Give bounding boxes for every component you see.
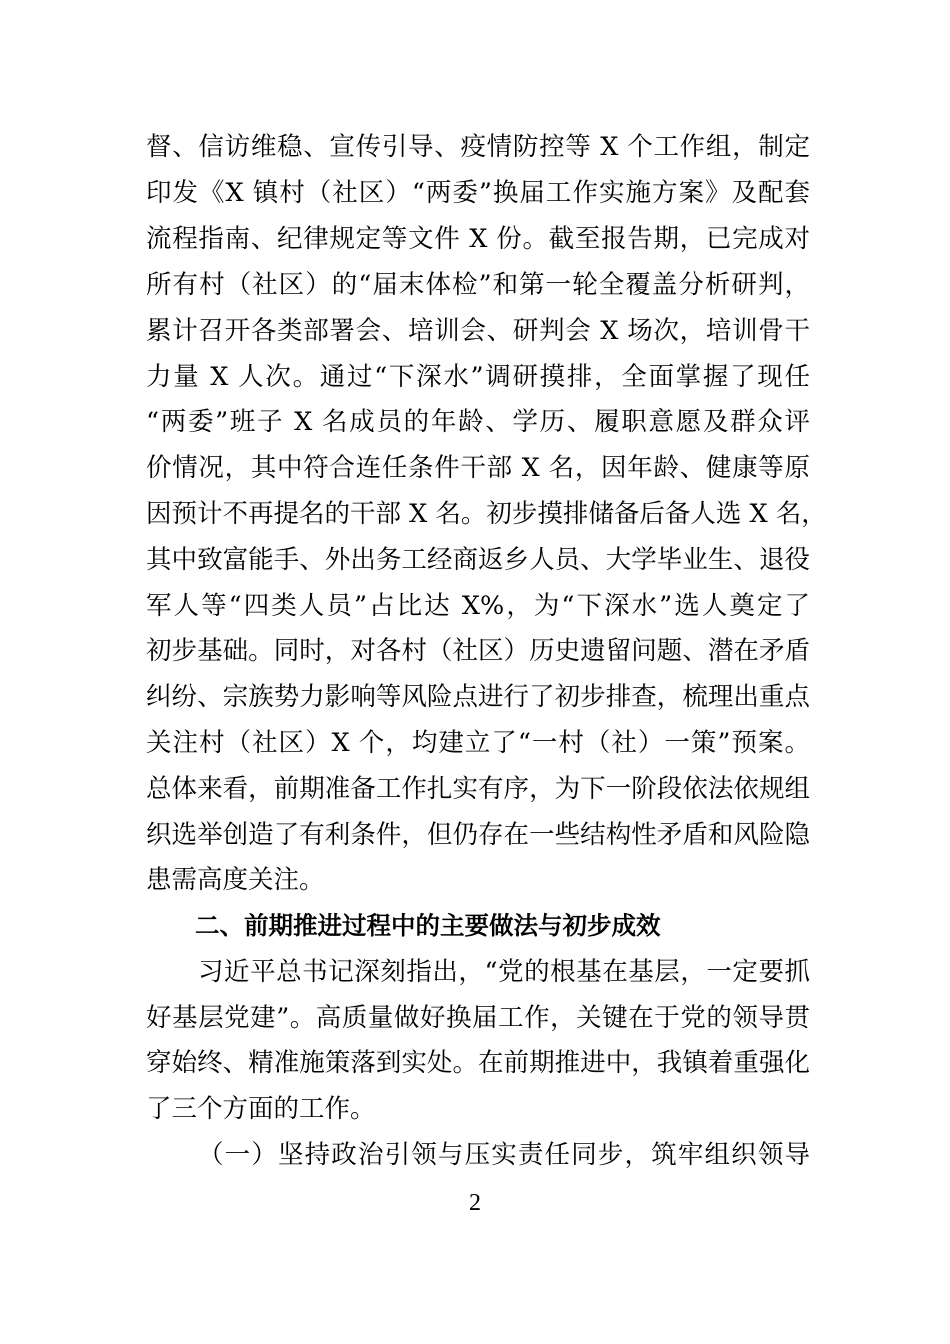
body-line: 纠纷、宗族势力影响等风险点进行了初步排查，梳理出重点 — [146, 682, 810, 712]
body-line: 价情况，其中符合连任条件干部 X 名，因年龄、健康等原 — [146, 453, 810, 483]
body-line: 累计召开各类部署会、培训会、研判会 X 场次，培训骨干 — [146, 316, 810, 346]
page-number: 2 — [469, 1190, 481, 1216]
body-line: 其中致富能手、外出务工经商返乡人员、大学毕业生、退役 — [146, 545, 810, 575]
subsection-heading: （一）坚持政治引领与压实责任同步，筑牢组织领导 — [198, 1140, 810, 1170]
body-line: 初步基础。同时，对各村（社区）历史遗留问题、潜在矛盾 — [146, 636, 810, 666]
body-line: 印发《X 镇村（社区）“两委”换届工作实施方案》及配套 — [146, 178, 810, 208]
body-line: 力量 X 人次。通过“下深水”调研摸排，全面掌握了现任 — [146, 362, 810, 392]
body-line: 总体来看，前期准备工作扎实有序，为下一阶段依法依规组 — [146, 774, 810, 804]
body-line: 所有村（社区）的“届末体检”和第一轮全覆盖分析研判， — [146, 270, 810, 300]
body-line: 好基层党建”。高质量做好换届工作，关键在于党的领导贯 — [146, 1003, 810, 1033]
body-line: “两委”班子 X 名成员的年龄、学历、履职意愿及群众评 — [146, 407, 810, 437]
body-line: 流程指南、纪律规定等文件 X 份。截至报告期，已完成对 — [146, 224, 810, 254]
body-line: 习近平总书记深刻指出，“党的根基在基层，一定要抓 — [198, 957, 810, 987]
body-line: 因预计不再提名的干部 X 名。初步摸排储备后备人选 X 名， — [146, 499, 827, 529]
body-line: 穿始终、精准施策落到实处。在前期推进中，我镇着重强化 — [146, 1048, 810, 1078]
body-line: 患需高度关注。 — [146, 865, 325, 895]
body-line: 了三个方面的工作。 — [146, 1094, 376, 1124]
section-heading: 二、前期推进过程中的主要做法与初步成效 — [195, 911, 661, 940]
body-line: 军人等“四类人员”占比达 X%，为“下深水”选人奠定了 — [146, 591, 810, 621]
body-line: 督、信访维稳、宣传引导、疫情防控等 X 个工作组，制定 — [146, 132, 810, 162]
body-line: 关注村（社区）X 个，均建立了“一村（社）一策”预案。 — [146, 728, 810, 758]
body-line: 织选举创造了有利条件，但仍存在一些结构性矛盾和风险隐 — [146, 820, 810, 850]
